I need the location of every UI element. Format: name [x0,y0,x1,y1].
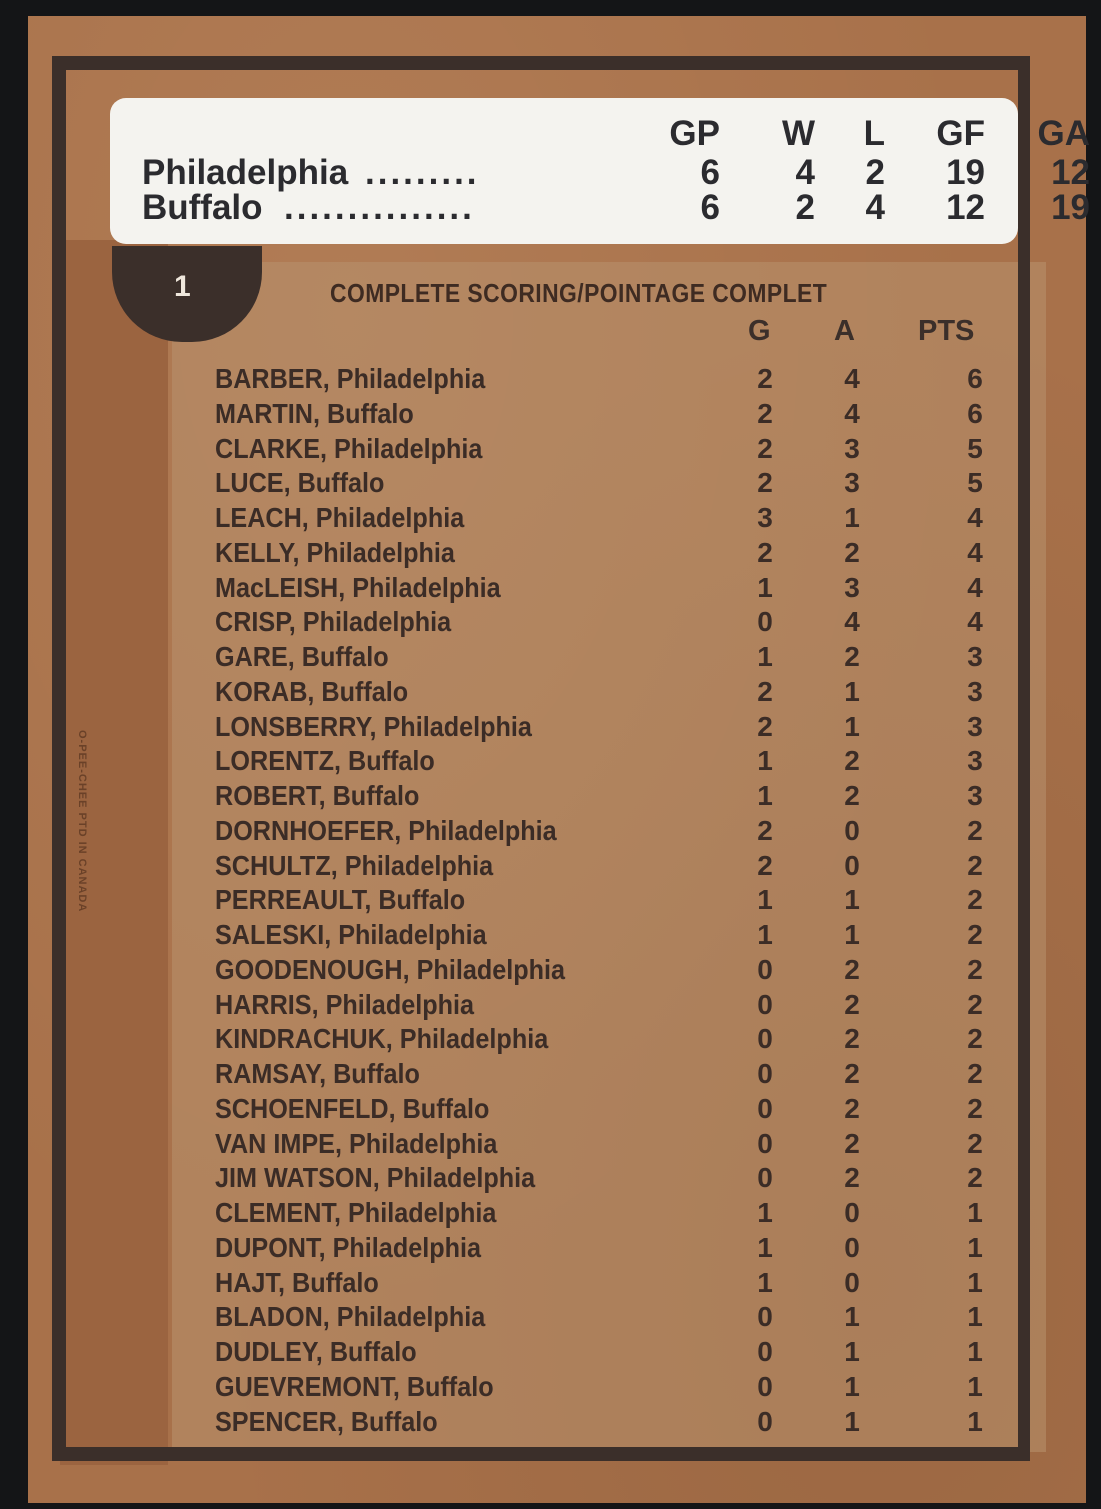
player-name: CRISP, Philadelphia [215,606,452,638]
gf-value: 19 [946,153,985,192]
scoring-row [0,1126,1101,1161]
points-value: 2 [967,919,983,950]
points-value: 1 [967,1197,983,1228]
assists-value: 3 [844,467,860,499]
scoring-row [0,1091,1101,1126]
scoring-row [0,1404,1101,1439]
team-name: Philadelphia [142,153,349,192]
points-value: 2 [967,1092,983,1124]
points-value: 1 [967,1405,983,1437]
player-name: SCHULTZ, Philadelphia [215,849,494,881]
leader-dots: ............... [284,188,475,227]
copyright-text: O-PEE-CHEE PTD IN CANADA [76,730,88,913]
player-name: VAN IMPE, Philadelphia [215,1127,498,1159]
scoring-row [0,1056,1101,1091]
assists-value: 1 [844,675,860,707]
card-number: 1 [174,270,191,303]
points-value: 6 [967,397,983,429]
scoring-row [0,431,1101,466]
scoring-row [0,1021,1101,1056]
standings-header [110,114,1090,154]
player-name: KINDRACHUK, Philadelphia [215,1023,549,1055]
points-value: 4 [967,536,983,568]
header-gf: GF [936,114,985,153]
points-value: 2 [967,1023,983,1055]
points-value: 3 [967,745,983,777]
goals-value: 1 [757,884,773,916]
goals-value: 0 [757,1092,773,1124]
scoring-row [0,709,1101,744]
team-name: Buffalo [142,188,263,227]
goals-value: 0 [757,606,773,638]
player-name: DUDLEY, Buffalo [215,1336,417,1367]
scoring-row [0,813,1101,848]
assists-value: 3 [844,571,860,603]
header-g: G [748,315,771,347]
scoring-row [0,1265,1101,1300]
player-name: JIM WATSON, Philadelphia [215,1162,536,1194]
assists-value: 0 [844,1231,860,1263]
goals-value: 0 [757,1058,773,1089]
goals-value: 2 [757,849,773,881]
points-value: 1 [967,1370,983,1402]
assists-value: 2 [844,1058,860,1089]
goals-value: 1 [757,571,773,603]
goals-value: 0 [757,988,773,1020]
player-name: KELLY, Philadelphia [215,536,455,568]
assists-value: 1 [844,1336,860,1367]
goals-value: 1 [757,919,773,950]
assists-value: 2 [844,1127,860,1159]
points-value: 2 [967,849,983,881]
scoring-row [0,535,1101,570]
goals-value: 0 [757,953,773,985]
points-value: 1 [967,1266,983,1298]
assists-value: 0 [844,1197,860,1228]
assists-value: 1 [844,1370,860,1402]
goals-value: 2 [757,432,773,464]
goals-value: 2 [757,710,773,742]
assists-value: 2 [844,1092,860,1124]
scoring-row [0,848,1101,883]
player-name: LEACH, Philadelphia [215,502,465,533]
goals-value: 3 [757,502,773,533]
assists-value: 2 [844,536,860,568]
scoring-title: COMPLETE SCORING/POINTAGE COMPLET [330,278,828,308]
player-name: HAJT, Buffalo [215,1266,379,1298]
points-value: 5 [967,432,983,464]
header-w: W [781,114,815,153]
assists-value: 4 [844,363,860,394]
scoring-row [0,952,1101,987]
scoring-row [0,465,1101,500]
goals-value: 1 [757,1266,773,1298]
points-value: 1 [967,1301,983,1333]
points-value: 3 [967,710,983,742]
goals-value: 1 [757,641,773,672]
points-value: 3 [967,780,983,811]
assists-value: 0 [844,814,860,846]
scoring-row [0,882,1101,917]
assists-value: 4 [844,606,860,638]
player-name: SPENCER, Buffalo [215,1405,438,1437]
assists-value: 1 [844,1405,860,1437]
l-value: 4 [865,188,885,227]
header-ga: GA [1037,114,1090,153]
assists-value: 2 [844,988,860,1020]
points-value: 2 [967,1162,983,1194]
goals-value: 0 [757,1162,773,1194]
goals-value: 0 [757,1370,773,1402]
goals-value: 2 [757,536,773,568]
scoring-row [0,1299,1101,1334]
points-value: 4 [967,502,983,533]
ga-value: 12 [1051,153,1090,192]
assists-value: 1 [844,919,860,950]
leader-dots: ......... [365,153,480,192]
points-value: 5 [967,467,983,499]
scoring-row [0,1195,1101,1230]
player-name: PERREAULT, Buffalo [215,884,466,916]
goals-value: 0 [757,1127,773,1159]
player-name: GARE, Buffalo [215,641,389,672]
header-pts: PTS [918,315,975,347]
points-value: 1 [967,1231,983,1263]
scoring-row [0,1160,1101,1195]
assists-value: 0 [844,1266,860,1298]
player-name: LORENTZ, Buffalo [215,745,435,777]
goals-value: 2 [757,675,773,707]
scoring-row [0,1369,1101,1404]
goals-value: 1 [757,745,773,777]
points-value: 2 [967,884,983,916]
points-value: 6 [967,363,983,394]
assists-value: 0 [844,849,860,881]
points-value: 1 [967,1336,983,1367]
scoring-row [0,639,1101,674]
player-name: LONSBERRY, Philadelphia [215,710,532,742]
assists-value: 2 [844,745,860,777]
w-value: 2 [795,188,815,227]
assists-value: 1 [844,710,860,742]
scoring-row [0,361,1101,396]
assists-value: 2 [844,641,860,672]
goals-value: 0 [757,1336,773,1367]
goals-value: 0 [757,1301,773,1333]
ga-value: 19 [1051,188,1090,227]
l-value: 2 [865,153,885,192]
assists-value: 3 [844,432,860,464]
goals-value: 0 [757,1405,773,1437]
scoring-row [0,987,1101,1022]
scoring-row [0,917,1101,952]
header-a: A [834,315,855,347]
player-name: CLEMENT, Philadelphia [215,1197,497,1228]
scoring-row [0,396,1101,431]
points-value: 3 [967,675,983,707]
goals-value: 2 [757,467,773,499]
goals-value: 1 [757,1197,773,1228]
scoring-row [0,1230,1101,1265]
standings-box [110,98,1090,244]
points-value: 3 [967,641,983,672]
goals-value: 2 [757,397,773,429]
player-name: ROBERT, Buffalo [215,780,420,811]
assists-value: 1 [844,502,860,533]
player-name: RAMSAY, Buffalo [215,1058,420,1089]
player-name: BLADON, Philadelphia [215,1301,486,1333]
standings-row [110,188,1090,228]
assists-value: 4 [844,397,860,429]
player-name: DORNHOEFER, Philadelphia [215,814,557,846]
points-value: 4 [967,606,983,638]
goals-value: 1 [757,780,773,811]
scoring-row [0,1334,1101,1369]
gp-value: 6 [700,153,720,192]
points-value: 2 [967,988,983,1020]
player-name: SCHOENFELD, Buffalo [215,1092,490,1124]
assists-value: 2 [844,953,860,985]
w-value: 4 [795,153,815,192]
player-name: GUEVREMONT, Buffalo [215,1370,494,1402]
scoring-row [0,604,1101,639]
player-name: SALESKI, Philadelphia [215,919,487,950]
player-name: GOODENOUGH, Philadelphia [215,953,566,985]
gp-value: 6 [700,188,720,227]
scoring-row [0,570,1101,605]
points-value: 2 [967,1058,983,1089]
scoring-row [0,778,1101,813]
assists-value: 2 [844,1023,860,1055]
assists-value: 1 [844,1301,860,1333]
header-gp: GP [669,114,720,153]
player-name: CLARKE, Philadelphia [215,432,483,464]
goals-value: 1 [757,1231,773,1263]
player-name: MARTIN, Buffalo [215,397,414,429]
points-value: 2 [967,1127,983,1159]
goals-value: 0 [757,1023,773,1055]
player-name: DUPONT, Philadelphia [215,1231,482,1263]
header-l: L [863,114,885,153]
player-name: LUCE, Buffalo [215,467,385,499]
scoring-row [0,500,1101,535]
gf-value: 12 [946,188,985,227]
player-name: KORAB, Buffalo [215,675,409,707]
player-name: BARBER, Philadelphia [215,363,486,394]
assists-value: 2 [844,780,860,811]
points-value: 2 [967,953,983,985]
goals-value: 2 [757,363,773,394]
standings-row [110,153,1090,193]
player-name: MacLEISH, Philadelphia [215,571,501,603]
scoring-row [0,743,1101,778]
assists-value: 1 [844,884,860,916]
goals-value: 2 [757,814,773,846]
points-value: 4 [967,571,983,603]
assists-value: 2 [844,1162,860,1194]
player-name: HARRIS, Philadelphia [215,988,475,1020]
scoring-row [0,674,1101,709]
points-value: 2 [967,814,983,846]
